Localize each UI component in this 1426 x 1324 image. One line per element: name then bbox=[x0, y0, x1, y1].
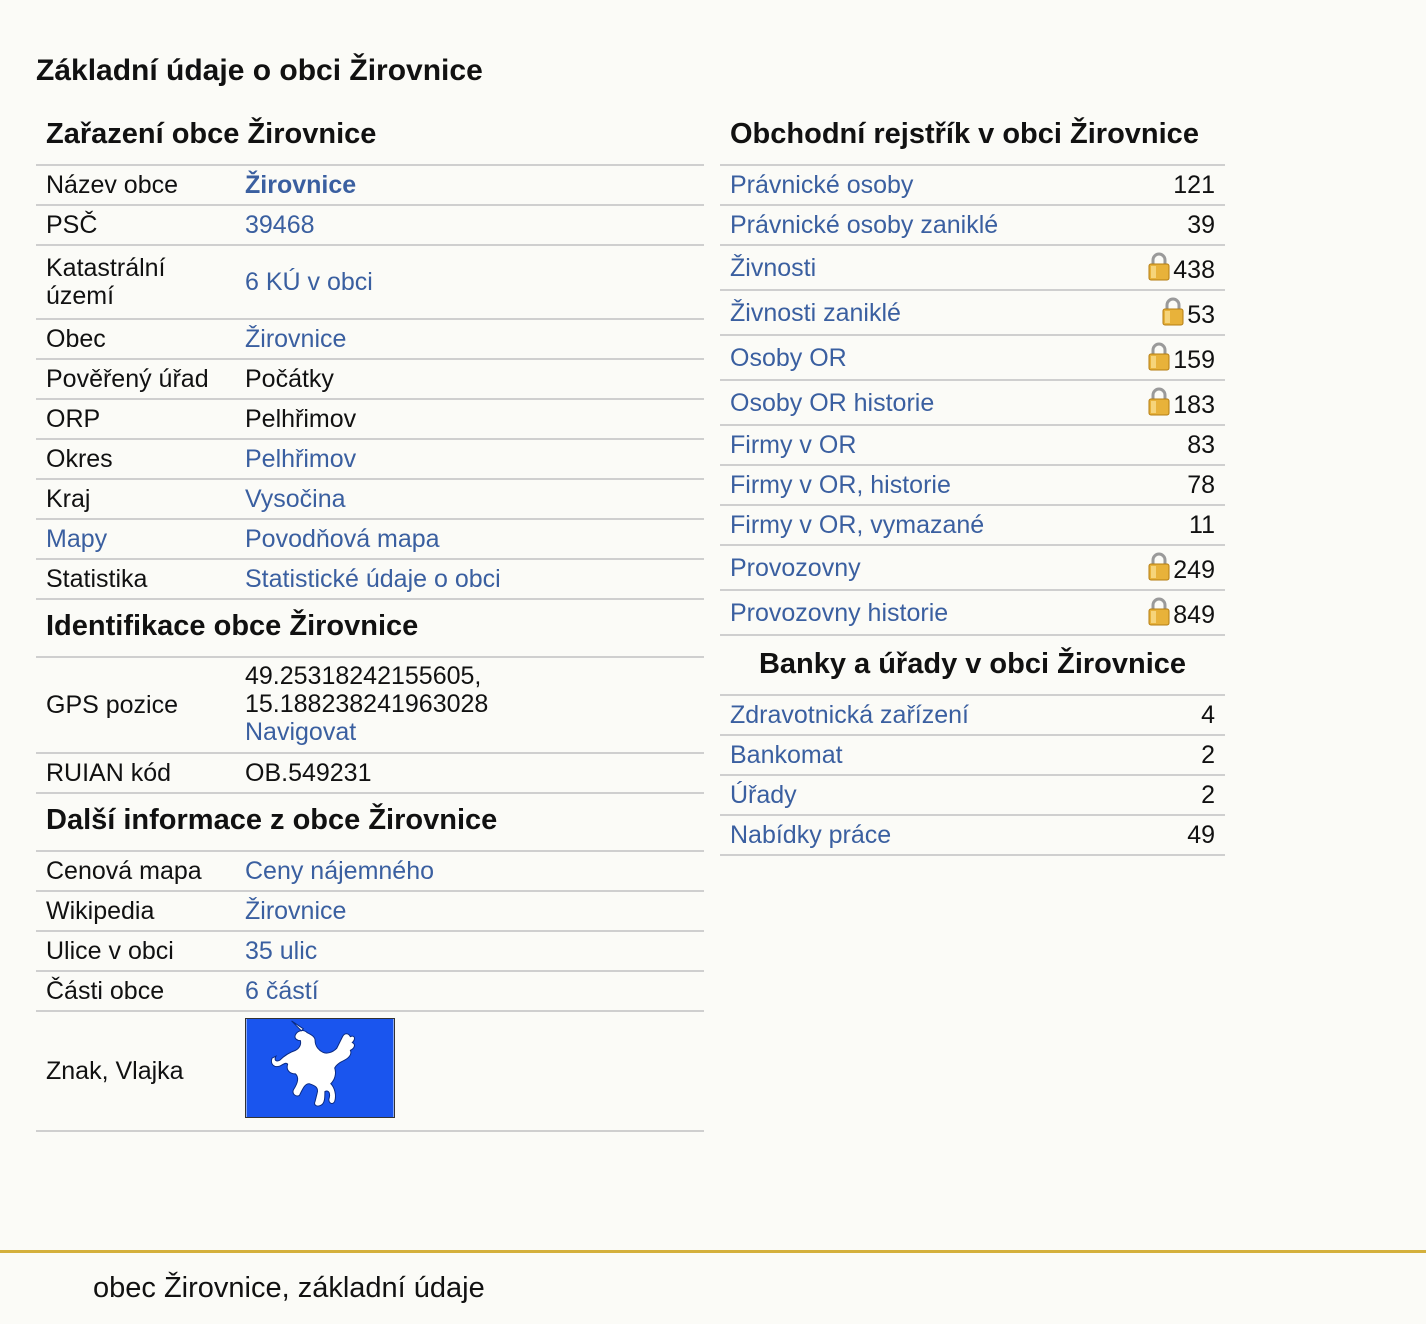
or-item-link[interactable]: Provozovny bbox=[730, 553, 861, 582]
table-row bbox=[36, 519, 704, 559]
katastralni-uzemi-link[interactable]: 6 KÚ v obci bbox=[245, 268, 373, 296]
right-column bbox=[720, 108, 1225, 856]
table-row bbox=[36, 931, 704, 971]
row-key: GPS pozice bbox=[36, 658, 235, 753]
table-row bbox=[720, 505, 1225, 545]
municipal-flag-image[interactable] bbox=[245, 1018, 395, 1118]
table-row bbox=[720, 545, 1225, 590]
row-key: Okres bbox=[36, 439, 235, 479]
or-item-link[interactable]: Provozovny historie bbox=[730, 598, 949, 627]
table-row bbox=[720, 205, 1225, 245]
povodnova-mapa-link[interactable]: Povodňová mapa bbox=[245, 525, 440, 553]
count-value: 39 bbox=[1187, 211, 1215, 239]
gps-latitude: 49.25318242155605, bbox=[245, 662, 482, 690]
table-row bbox=[720, 380, 1225, 425]
count-value: 49 bbox=[1187, 821, 1215, 849]
or-item-link[interactable]: Právnické osoby zaniklé bbox=[730, 211, 999, 239]
row-key: Katastrální území bbox=[36, 245, 235, 319]
row-value: Počátky bbox=[235, 359, 704, 399]
table-row bbox=[720, 590, 1225, 635]
table-row bbox=[36, 245, 704, 319]
page-title: Základní údaje o obci Žirovnice bbox=[36, 54, 483, 87]
statistika-link[interactable]: Statistické údaje o obci bbox=[245, 565, 501, 593]
count-value: 438 bbox=[1173, 256, 1215, 284]
lock-icon bbox=[1162, 296, 1184, 326]
row-key: Ulice v obci bbox=[36, 931, 235, 971]
section-title-obchodni: Obchodní rejstřík v obci Žirovnice bbox=[720, 108, 1225, 166]
table-row bbox=[720, 696, 1225, 735]
ulice-link[interactable]: 35 ulic bbox=[245, 937, 318, 965]
banky-item-link[interactable]: Nabídky práce bbox=[730, 821, 892, 849]
count-value: 83 bbox=[1187, 431, 1215, 459]
mapy-link[interactable]: Mapy bbox=[46, 525, 108, 553]
row-key: Znak, Vlajka bbox=[36, 1011, 235, 1131]
wikipedia-link[interactable]: Žirovnice bbox=[245, 897, 347, 925]
table-row bbox=[36, 658, 704, 753]
footer-divider bbox=[0, 1250, 1426, 1253]
obec-name-link[interactable]: Žirovnice bbox=[245, 171, 357, 199]
lock-icon bbox=[1148, 386, 1170, 416]
zarazeni-table bbox=[36, 166, 704, 600]
obec-link[interactable]: Žirovnice bbox=[245, 325, 347, 353]
table-row bbox=[36, 399, 704, 439]
table-row bbox=[720, 245, 1225, 290]
table-row bbox=[720, 815, 1225, 855]
count-value: 2 bbox=[1201, 781, 1215, 809]
ruian-value: OB.549231 bbox=[235, 753, 704, 793]
row-key: PSČ bbox=[36, 205, 235, 245]
or-item-link[interactable]: Právnické osoby bbox=[730, 171, 914, 199]
or-item-link[interactable]: Živnosti zaniklé bbox=[730, 298, 901, 327]
count-value: 53 bbox=[1187, 301, 1215, 329]
banky-urady-table bbox=[720, 696, 1225, 856]
row-key: Kraj bbox=[36, 479, 235, 519]
row-key: ORP bbox=[36, 399, 235, 439]
table-row bbox=[36, 891, 704, 931]
lock-icon bbox=[1148, 596, 1170, 626]
table-row bbox=[36, 205, 704, 245]
or-item-link[interactable]: Firmy v OR bbox=[730, 431, 857, 459]
table-row bbox=[720, 775, 1225, 815]
table-row bbox=[36, 1011, 704, 1131]
section-title-dalsi: Další informace z obce Žirovnice bbox=[36, 794, 704, 852]
banky-item-link[interactable]: Zdravotnická zařízení bbox=[730, 701, 969, 729]
dalsi-table bbox=[36, 852, 704, 1132]
table-row bbox=[720, 735, 1225, 775]
obchodni-rejstrik-table bbox=[720, 166, 1225, 636]
row-key: Cenová mapa bbox=[36, 852, 235, 891]
section-title-zarazeni: Zařazení obce Žirovnice bbox=[36, 108, 704, 166]
count-value: 4 bbox=[1201, 701, 1215, 729]
count-value: 249 bbox=[1173, 556, 1215, 584]
or-item-link[interactable]: Firmy v OR, vymazané bbox=[730, 511, 985, 539]
gps-longitude: 15.188238241963028 bbox=[245, 690, 489, 718]
navigovat-link[interactable]: Navigovat bbox=[245, 718, 357, 746]
identifikace-table bbox=[36, 658, 704, 794]
count-value: 159 bbox=[1173, 346, 1215, 374]
banky-item-link[interactable]: Bankomat bbox=[730, 741, 843, 769]
count-value: 121 bbox=[1173, 171, 1215, 199]
or-item-link[interactable]: Osoby OR bbox=[730, 343, 847, 372]
row-key: Části obce bbox=[36, 971, 235, 1011]
or-item-link[interactable]: Živnosti bbox=[730, 253, 817, 282]
lock-icon bbox=[1148, 251, 1170, 281]
left-column bbox=[36, 108, 704, 1132]
count-value: 2 bbox=[1201, 741, 1215, 769]
table-row bbox=[720, 335, 1225, 380]
row-key: Název obce bbox=[36, 166, 235, 205]
table-row bbox=[36, 479, 704, 519]
count-value: 78 bbox=[1187, 471, 1215, 499]
count-value: 183 bbox=[1173, 391, 1215, 419]
row-key: Statistika bbox=[36, 559, 235, 599]
table-row bbox=[720, 166, 1225, 205]
row-key: Obec bbox=[36, 319, 235, 359]
lock-icon bbox=[1148, 341, 1170, 371]
or-item-link[interactable]: Osoby OR historie bbox=[730, 388, 935, 417]
table-row bbox=[720, 290, 1225, 335]
casti-obce-link[interactable]: 6 částí bbox=[245, 977, 319, 1005]
table-row bbox=[720, 425, 1225, 465]
psc-link[interactable]: 39468 bbox=[245, 211, 315, 239]
table-row bbox=[720, 465, 1225, 505]
table-row bbox=[36, 319, 704, 359]
table-row bbox=[36, 971, 704, 1011]
row-key: Wikipedia bbox=[36, 891, 235, 931]
footer-text: obec Žirovnice, základní údaje bbox=[93, 1272, 485, 1304]
row-key: RUIAN kód bbox=[36, 753, 235, 793]
section-title-identifikace: Identifikace obce Žirovnice bbox=[36, 600, 704, 658]
table-row bbox=[36, 166, 704, 205]
banky-item-link[interactable]: Úřady bbox=[730, 781, 797, 809]
table-row bbox=[36, 753, 704, 793]
ceny-najemneho-link[interactable]: Ceny nájemného bbox=[245, 857, 435, 885]
okres-link[interactable]: Pelhřimov bbox=[245, 445, 357, 473]
kraj-link[interactable]: Vysočina bbox=[245, 485, 346, 513]
lock-icon bbox=[1148, 551, 1170, 581]
section-title-banky: Banky a úřady v obci Žirovnice bbox=[720, 636, 1225, 696]
row-key: Pověřený úřad bbox=[36, 359, 235, 399]
table-row bbox=[36, 852, 704, 891]
count-value: 849 bbox=[1173, 601, 1215, 629]
count-value: 11 bbox=[1189, 511, 1215, 539]
table-row bbox=[36, 359, 704, 399]
row-value: Pelhřimov bbox=[235, 399, 704, 439]
table-row bbox=[36, 559, 704, 599]
table-row bbox=[36, 439, 704, 479]
or-item-link[interactable]: Firmy v OR, historie bbox=[730, 471, 951, 499]
